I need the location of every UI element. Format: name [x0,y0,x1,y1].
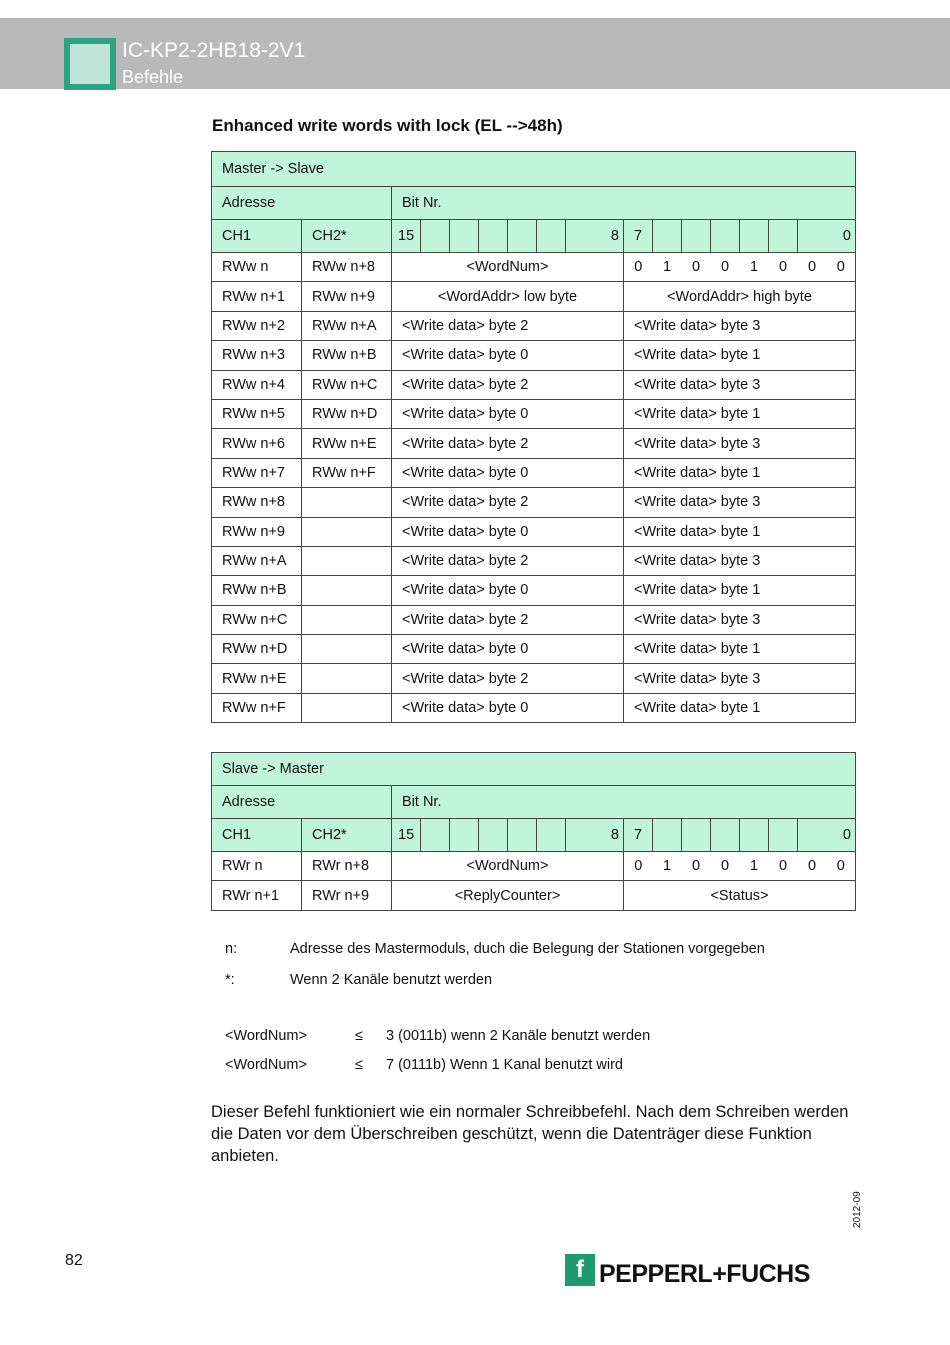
ch1-cell: RWw n+A [212,546,302,575]
ch1-cell: RWw n+D [212,635,302,664]
high-byte-cell: <Write data> byte 2 [392,429,624,458]
brand-name: PEPPERL+FUCHS [599,1260,810,1288]
limit-text: 3 (0011b) wenn 2 Kanäle benutzt werden [386,1028,651,1044]
ch1-cell: RWw n [212,253,302,282]
date-code: 2012-09 [852,1191,863,1228]
ch1-cell: RWw n+3 [212,341,302,370]
high-byte-cell: <Write data> byte 2 [392,311,624,340]
bit-8: 8 [595,819,624,852]
high-byte-cell: <Write data> byte 0 [392,693,624,722]
table-row [212,576,856,605]
high-byte-cell: <Write data> byte 2 [392,370,624,399]
table-caption: Master -> Slave [212,152,856,187]
table-header-row [212,187,856,220]
low-byte-cell: <Write data> byte 1 [624,635,856,664]
page-number: 82 [65,1252,83,1269]
ch2-cell [302,488,392,517]
bit-value: 1 [740,852,769,881]
high-byte-cell: <Write data> byte 0 [392,458,624,487]
bit-value: 0 [798,852,827,881]
bit-value: 0 [827,852,856,881]
low-byte-cell: <Write data> byte 3 [624,605,856,634]
ch1-cell: RWw n+2 [212,311,302,340]
ch2-header: CH2* [302,819,392,852]
low-byte-cell: <Status> [624,881,856,910]
description-paragraph: Dieser Befehl funktioniert wie ein normaler Schreibbefehl. Nach dem Schreiben werden die Daten vor dem Überschreiben geschützt, wenn die Datenträger diese Funktion anbieten. [211,1103,849,1165]
ch1-cell: RWw n+7 [212,458,302,487]
low-byte-cell: <Write data> byte 1 [624,517,856,546]
ch2-cell: RWw n+A [302,311,392,340]
high-byte-cell: <WordNum> [392,253,624,282]
bit-number-row [212,220,856,253]
high-byte-cell: <WordAddr> low byte [392,282,624,311]
bits-header: Bit Nr. [392,187,856,220]
table-row [212,370,856,399]
bit-0: 0 [827,819,856,852]
slave-master-table [211,752,856,911]
section-title: Enhanced write words with lock (EL -->48h) [212,116,563,135]
note-n-text: Adresse des Mastermoduls, duch die Belegung der Stationen vorgegeben [290,941,765,957]
bit-7: 7 [624,220,653,253]
table-caption-row [212,753,856,786]
limit-op: ≤ [355,1028,363,1044]
bit-value: 0 [827,253,856,282]
low-byte-cell: <WordAddr> high byte [624,282,856,311]
bit-value: 0 [624,852,653,881]
low-byte-cell: <Write data> byte 3 [624,429,856,458]
high-byte-cell: <Write data> byte 2 [392,488,624,517]
table-row [212,311,856,340]
table-header-row [212,786,856,819]
table-row [212,429,856,458]
ch2-cell: RWw n+F [302,458,392,487]
low-byte-cell: <Write data> byte 1 [624,458,856,487]
ch1-cell: RWr n+1 [212,881,302,910]
table-row [212,341,856,370]
high-byte-cell: <WordNum> [392,852,624,881]
high-byte-cell: <Write data> byte 2 [392,605,624,634]
ch2-cell [302,605,392,634]
ch2-cell: RWw n+9 [302,282,392,311]
header-square-icon [64,38,116,90]
bit-value: 0 [769,852,798,881]
limit-name: <WordNum> [225,1028,307,1044]
table-row [212,664,856,693]
low-byte-cell: <Write data> byte 3 [624,546,856,575]
ch1-cell: RWw n+5 [212,399,302,428]
ch2-cell: RWw n+B [302,341,392,370]
bit-value: 1 [653,852,682,881]
low-byte-cell: <Write data> byte 3 [624,370,856,399]
ch1-header: CH1 [212,220,302,253]
ch2-header: CH2* [302,220,392,253]
ch2-cell [302,693,392,722]
high-byte-cell: <Write data> byte 2 [392,664,624,693]
ch2-cell [302,546,392,575]
table-row [212,517,856,546]
table-row [212,693,856,722]
ch1-cell: RWw n+9 [212,517,302,546]
ch1-cell: RWw n+6 [212,429,302,458]
table-row [212,546,856,575]
low-byte-cell: <Write data> byte 3 [624,488,856,517]
ch2-cell [302,664,392,693]
low-byte-cell: <Write data> byte 1 [624,399,856,428]
ch2-cell: RWw n+C [302,370,392,399]
high-byte-cell: <Write data> byte 0 [392,341,624,370]
low-byte-cell: <Write data> byte 1 [624,341,856,370]
high-byte-cell: <Write data> byte 0 [392,399,624,428]
ch1-cell: RWw n+B [212,576,302,605]
limit-name: <WordNum> [225,1057,307,1073]
brand-mark-icon: f [565,1254,595,1286]
bits-header: Bit Nr. [392,786,856,819]
high-byte-cell: <Write data> byte 0 [392,635,624,664]
table-row [212,605,856,634]
high-byte-cell: <Write data> byte 0 [392,576,624,605]
high-byte-cell: <Write data> byte 2 [392,546,624,575]
table-caption-row [212,152,856,187]
limit-text: 7 (0111b) Wenn 1 Kanal benutzt wird [386,1057,623,1073]
address-header: Adresse [212,187,392,220]
bit-value: 1 [740,253,769,282]
ch2-cell [302,576,392,605]
bit-value: 0 [624,253,653,282]
bit-value: 0 [711,253,740,282]
address-header: Adresse [212,786,392,819]
table-row [212,458,856,487]
bit-value: 0 [711,852,740,881]
note-star-key: *: [225,972,235,988]
document-subtitle: Befehle [122,67,184,87]
page-header [0,18,950,89]
ch1-cell: RWw n+E [212,664,302,693]
note-star-text: Wenn 2 Kanäle benutzt werden [290,972,493,988]
table-row [212,881,856,910]
bit-value: 0 [682,852,711,881]
low-byte-cell: <Write data> byte 1 [624,693,856,722]
table-row [212,488,856,517]
ch2-cell [302,517,392,546]
table-row [212,852,856,881]
brand-logo [565,1254,825,1290]
ch2-cell [302,635,392,664]
table-row [212,635,856,664]
ch2-cell: RWw n+8 [302,253,392,282]
note-n-key: n: [225,941,238,957]
bit-15: 15 [392,819,421,852]
ch1-header: CH1 [212,819,302,852]
table-row [212,253,856,282]
bit-value: 0 [798,253,827,282]
ch2-cell: RWw n+E [302,429,392,458]
low-byte-cell: <Write data> byte 3 [624,664,856,693]
limit-op: ≤ [355,1057,363,1073]
bit-0: 0 [827,220,856,253]
ch1-cell: RWr n [212,852,302,881]
bit-value: 1 [653,253,682,282]
table-caption: Slave -> Master [212,753,856,786]
master-slave-table [211,151,856,723]
bit-15: 15 [392,220,421,253]
bit-7: 7 [624,819,653,852]
bit-number-row [212,819,856,852]
ch2-cell: RWw n+D [302,399,392,428]
low-byte-cell: <Write data> byte 1 [624,576,856,605]
ch2-cell: RWr n+8 [302,852,392,881]
ch1-cell: RWw n+8 [212,488,302,517]
ch1-cell: RWw n+F [212,693,302,722]
ch2-cell: RWr n+9 [302,881,392,910]
table-row [212,399,856,428]
ch1-cell: RWw n+C [212,605,302,634]
bit-value: 0 [682,253,711,282]
table-row [212,282,856,311]
low-byte-cell: <Write data> byte 3 [624,311,856,340]
high-byte-cell: <ReplyCounter> [392,881,624,910]
high-byte-cell: <Write data> byte 0 [392,517,624,546]
ch1-cell: RWw n+4 [212,370,302,399]
ch1-cell: RWw n+1 [212,282,302,311]
bit-value: 0 [769,253,798,282]
bit-8: 8 [595,220,624,253]
document-title: IC-KP2-2HB18-2V1 [122,39,306,62]
